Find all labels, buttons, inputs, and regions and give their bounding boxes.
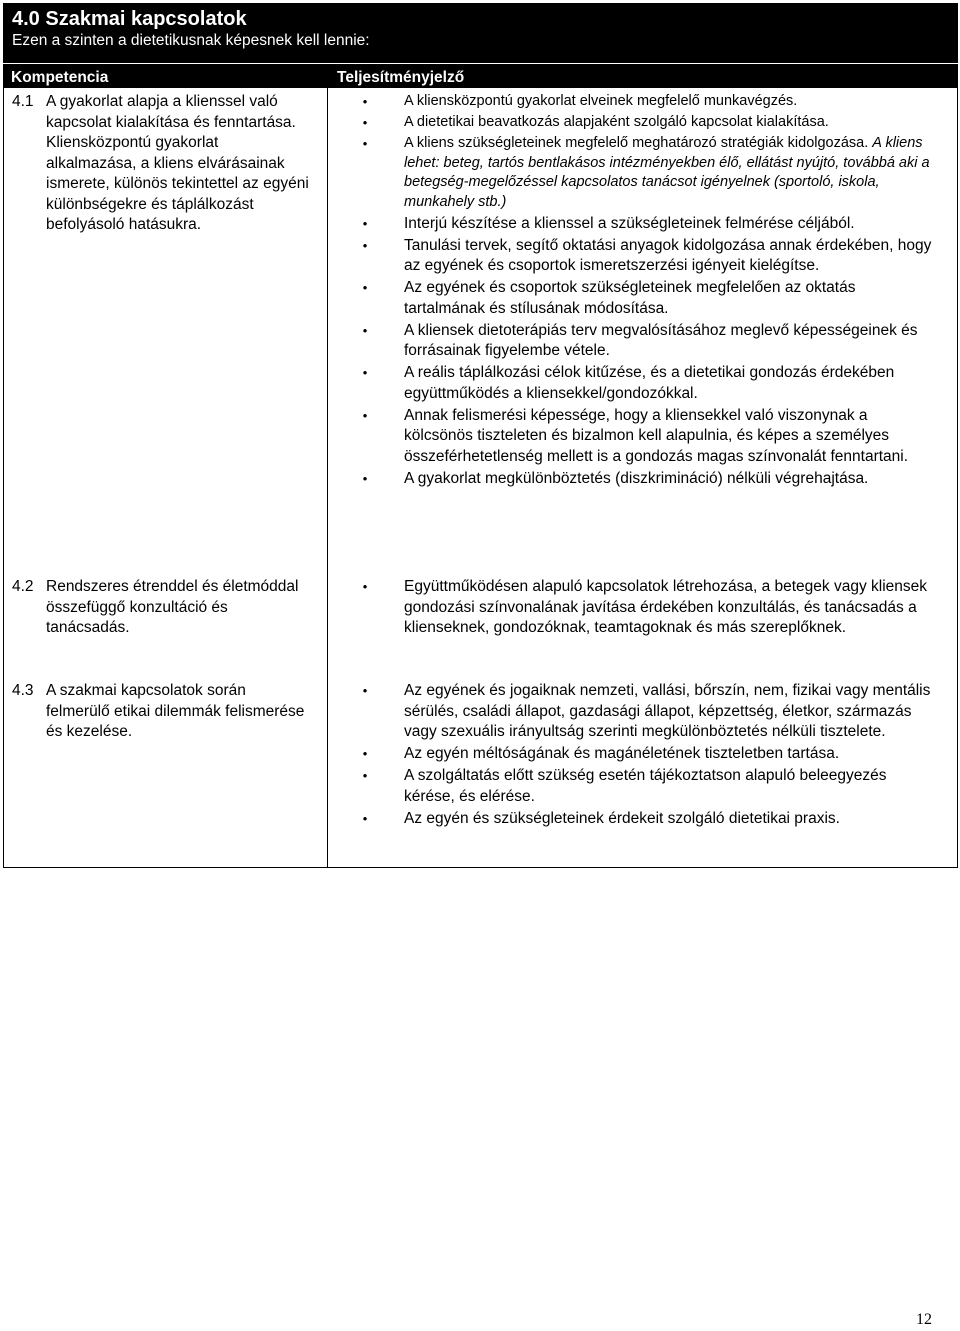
bullet-icon: • bbox=[362, 810, 368, 826]
competence-4-1 bbox=[12, 92, 312, 236]
list-item: • A dietetikai beavatkozás alapjaként szolgáló kapcsolat kialakítása. bbox=[360, 113, 940, 133]
competence-number: 4.3 bbox=[12, 682, 34, 699]
header-competence: Kompetencia bbox=[11, 69, 109, 86]
bullet-icon: • bbox=[362, 322, 368, 338]
competence-number: 4.1 bbox=[12, 93, 34, 110]
list-item: • A reális táplálkozási célok kitűzése, és a dietetikai gondozás érdekében együttműködés a kliensekkel/gondozókkal. bbox=[360, 363, 940, 404]
indicator-list-4-3 bbox=[360, 681, 940, 831]
section-subtitle: Ezen a szinten a dietetikusnak képesnek kell lennie: bbox=[12, 32, 370, 49]
list-item: • Tanulási tervek, segítő oktatási anyagok kidolgozása annak érdekében, hogy az egyének és csoportok ismeretszerzési igényeit kielégítse. bbox=[360, 236, 940, 277]
section-title-band bbox=[3, 3, 958, 63]
bullet-icon: • bbox=[362, 365, 368, 380]
table-header bbox=[3, 64, 958, 88]
list-item: • A szolgáltatás előtt szükség esetén tájékoztatson alapuló beleegyezés kérése, és elérése. bbox=[360, 766, 940, 807]
bullet-icon: • bbox=[362, 768, 368, 783]
bullet-icon: • bbox=[362, 470, 368, 486]
indicator-column bbox=[328, 88, 957, 867]
bullet-icon: • bbox=[362, 280, 368, 295]
section-title: 4.0 Szakmai kapcsolatok bbox=[12, 8, 247, 30]
page-number: 12 bbox=[916, 1311, 932, 1328]
list-item: • A kliens szükségleteinek megfelelő meghatározó stratégiák kidolgozása. A kliens lehet: beteg, tartós bentlakásos intézményekben élő, ellátást nyújtó, továbbá aki a betegség-megelőzéssel kapcsolatos tanácsot igényelnek (sportoló, iskola, munkahely stb.) bbox=[360, 134, 940, 212]
header-indicator: Teljesítményjelző bbox=[337, 69, 465, 86]
bullet-icon: • bbox=[362, 407, 368, 423]
list-item: • Az egyén és szükségleteinek érdekeit szolgáló dietetikai praxis. bbox=[360, 809, 940, 830]
competence-table bbox=[3, 88, 958, 868]
list-item: • Interjú készítése a klienssel a szükségleteinek felmérése céljából. bbox=[360, 214, 940, 235]
bullet-icon: • bbox=[362, 237, 368, 253]
bullet-icon: • bbox=[362, 94, 368, 109]
indicator-list-4-2 bbox=[360, 577, 940, 640]
list-item: • A kliensközpontú gyakorlat elveinek megfelelő munkavégzés. bbox=[360, 92, 940, 112]
competence-text: A gyakorlat alapja a klienssel való kapcsolat kialakítása és fenntartása. Kliensközpontú gyakorlat alkalmazása, a kliens elvárásainak ismerete, különös tekintettel az egyéni különbségekre és táplálkozást befolyásoló hatásukra. bbox=[46, 93, 309, 233]
competence-column bbox=[4, 88, 328, 867]
bullet-icon: • bbox=[362, 746, 368, 761]
indicator-list-4-1 bbox=[360, 92, 940, 491]
list-item: • A gyakorlat megkülönböztetés (diszkrimináció) nélküli végrehajtása. bbox=[360, 469, 940, 490]
list-item: • Az egyének és jogaiknak nemzeti, vallási, bőrszín, nem, fizikai vagy mentális sérülés, családi állapot, gazdasági állapot, képzettség, életkor, származás vagy szexuális irányultság szerinti megkülönböztetés nélküli tisztelete. bbox=[360, 681, 940, 743]
list-item: • Együttműködésen alapuló kapcsolatok létrehozása, a betegek vagy kliensek gondozási színvonalának javítása érdekében konzultálás, és tanácsadás a klienseknek, gondozóknak, teamtagoknak és más szereplőknek. bbox=[360, 577, 940, 639]
competence-4-2 bbox=[12, 577, 312, 639]
list-item: • Az egyének és csoportok szükségleteinek megfelelően az oktatás tartalmának és stílusának módosítása. bbox=[360, 278, 940, 319]
competence-4-3 bbox=[12, 681, 312, 743]
list-item: • Annak felismerési képessége, hogy a kliensekkel való viszonynak a kölcsönös tiszteleten és bizalmon kell alapulnia, és képes a személyes összeférhetetlenség mellett is a gondozás magas színvonalát fenntartani. bbox=[360, 406, 940, 468]
list-item: • A kliensek dietoterápiás terv megvalósításához meglevő képességeinek és forrásainak figyelembe vétele. bbox=[360, 321, 940, 362]
competence-text: Rendszeres étrenddel és életmóddal összefüggő konzultáció és tanácsadás. bbox=[46, 578, 299, 636]
bullet-icon: • bbox=[362, 579, 368, 594]
bullet-icon: • bbox=[362, 136, 368, 151]
list-item: • Az egyén méltóságának és magánéletének tiszteletben tartása. bbox=[360, 744, 940, 765]
bullet-icon: • bbox=[362, 115, 368, 130]
italic-note: A kliens lehet: beteg, tartós bentlakásos intézményekben élő, ellátást nyújtó, továbbá aki a betegség-megelőzéssel kapcsolatos tanácsot igényelnek (sportoló, iskola, munkahely stb.) bbox=[404, 135, 930, 210]
competence-text: A szakmai kapcsolatok során felmerülő etikai dilemmák felismerése és kezelése. bbox=[46, 682, 305, 740]
bullet-icon: • bbox=[362, 215, 368, 231]
bullet-icon: • bbox=[362, 683, 368, 698]
document-page bbox=[3, 3, 958, 868]
competence-number: 4.2 bbox=[12, 578, 34, 595]
